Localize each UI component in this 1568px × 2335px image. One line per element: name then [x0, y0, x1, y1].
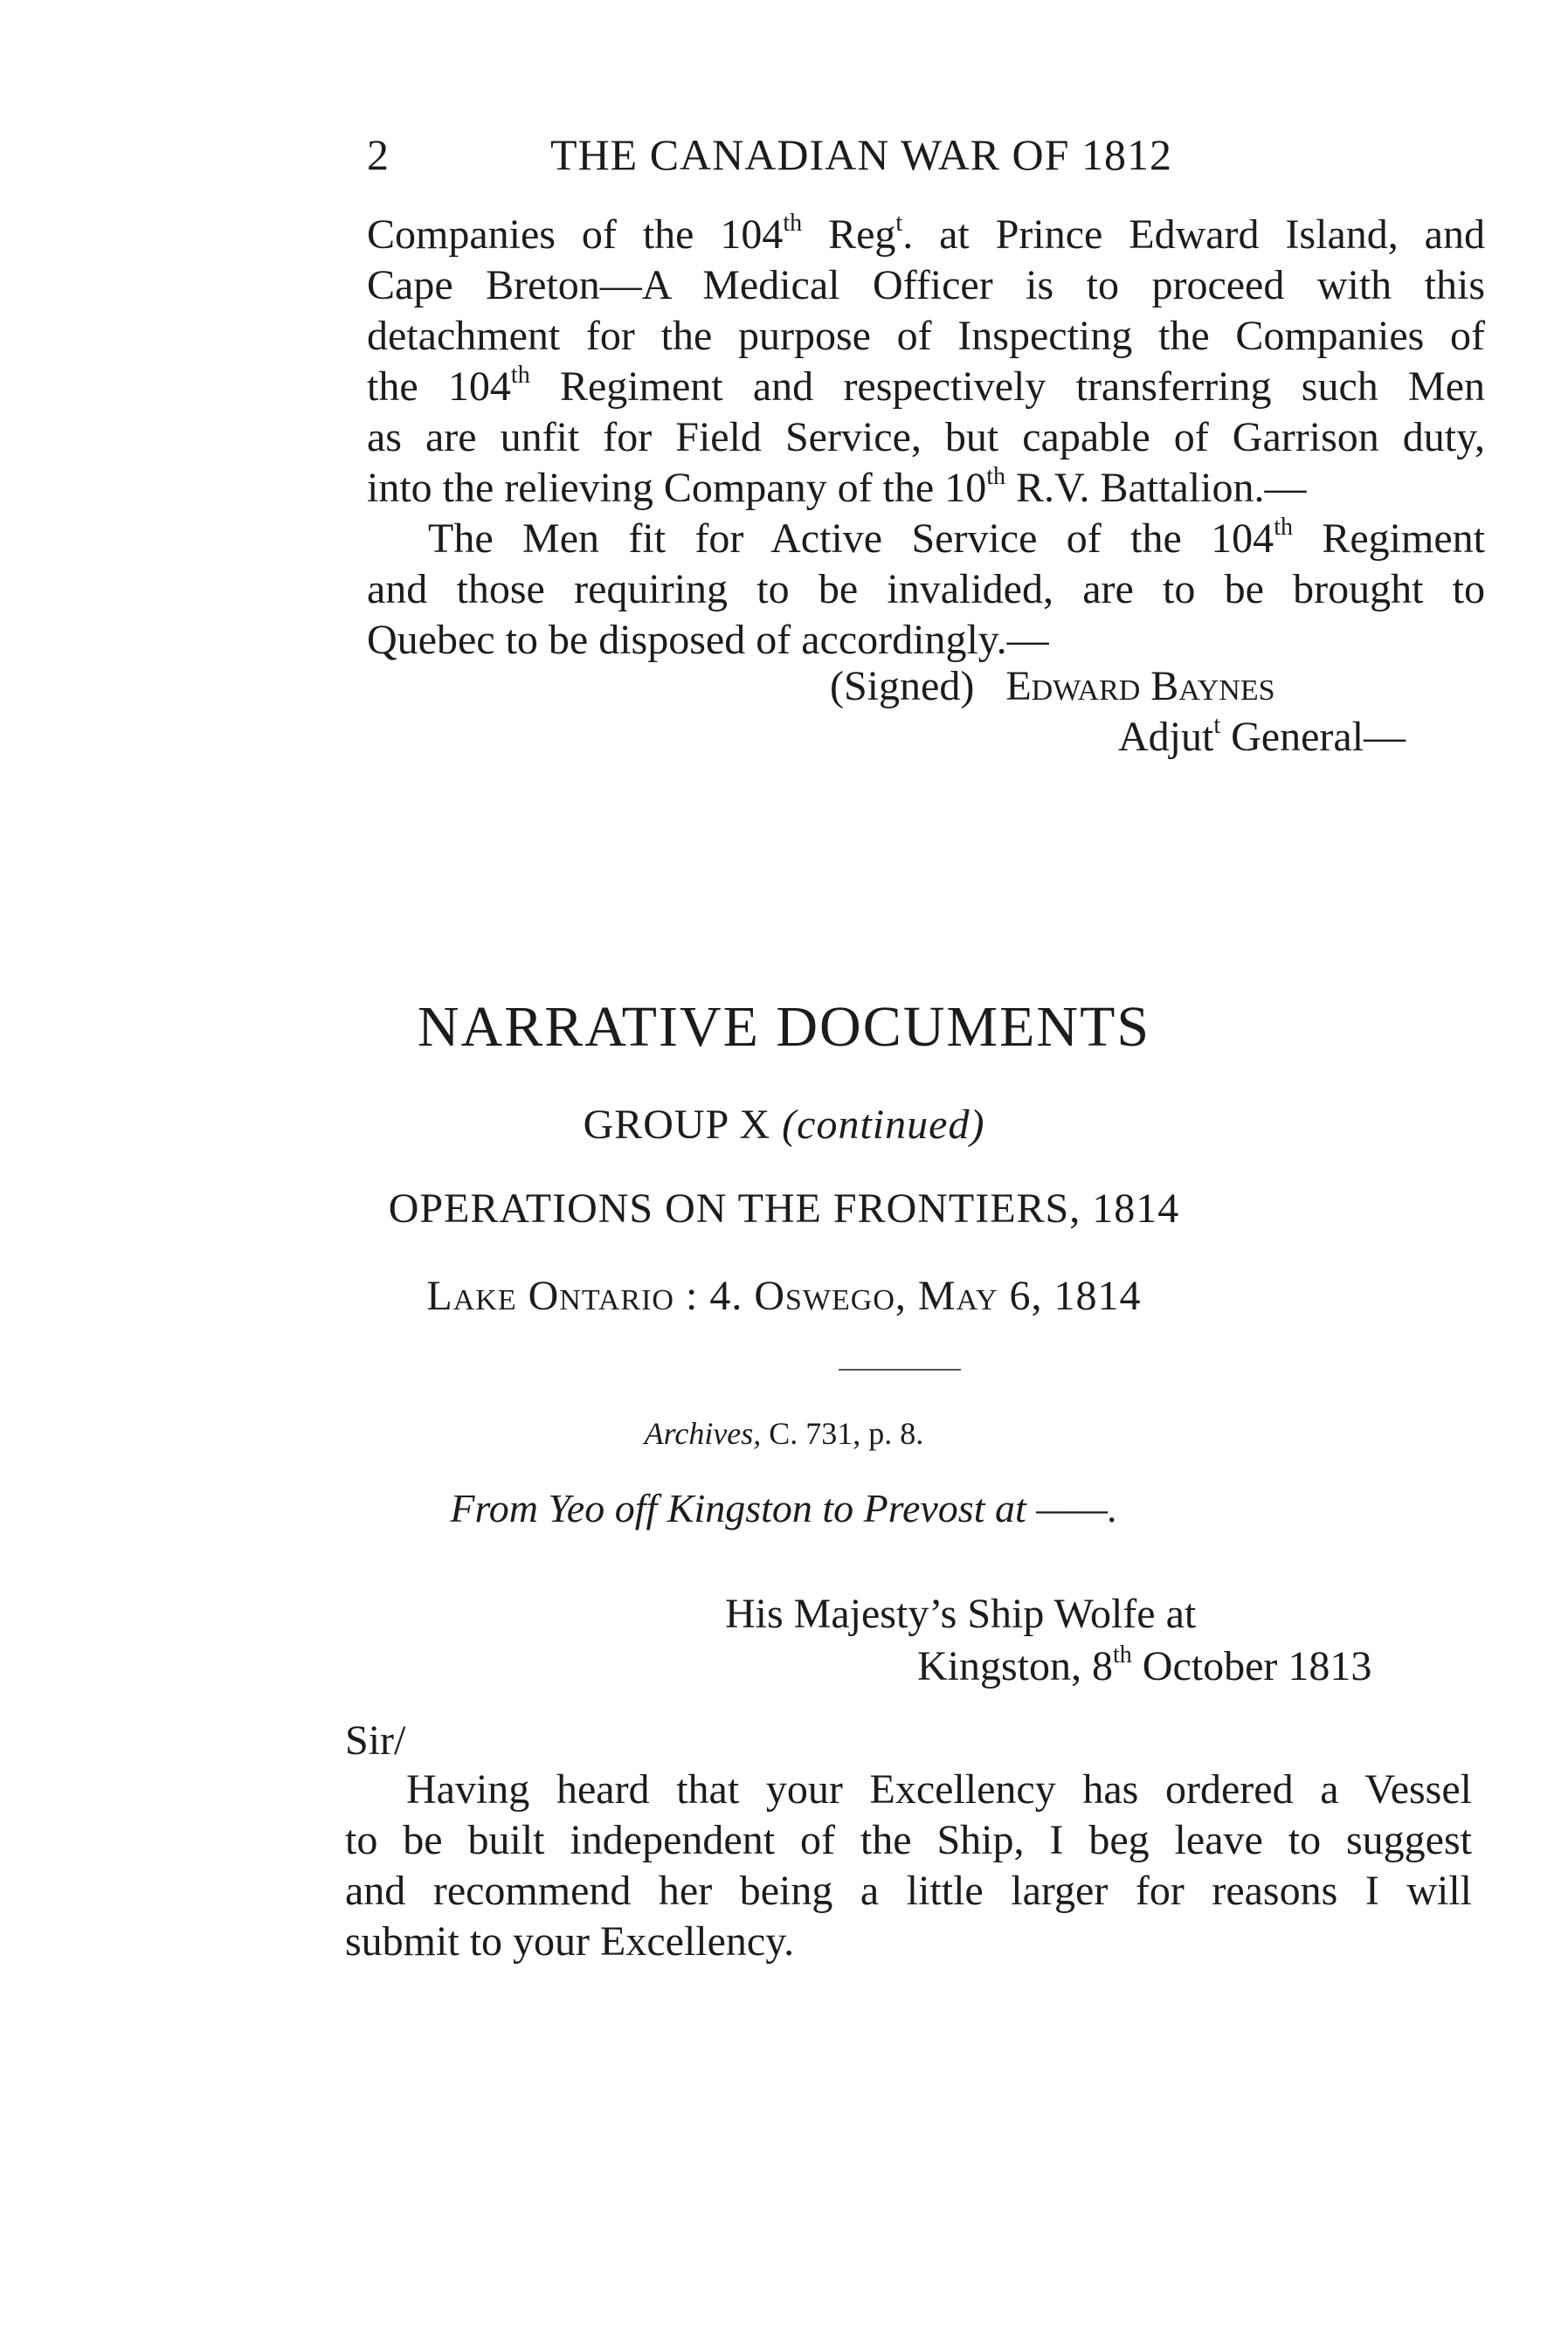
order-text [367, 210, 1485, 666]
letter-address-line: His Majesty’s Ship Wolfe at [725, 1591, 1197, 1637]
page-number: 2 [367, 130, 390, 179]
text-line: and recommend her being a little larger for reasons I will [345, 1868, 1472, 1914]
signatory-title: Adjut$^t$ General— [1118, 712, 1406, 760]
signed-label: (Signed) [830, 663, 975, 709]
text-line: Quebec to be disposed of accordingly.— [367, 617, 1049, 663]
text-line: as are unfit for Field Service, but capable of Garrison duty, [367, 414, 1485, 460]
section-operations: OPERATIONS ON THE FRONTIERS, 1814 [388, 1185, 1180, 1232]
letter-body [345, 1765, 1472, 1967]
divider [839, 1369, 961, 1371]
section-location: Lake Ontario : 4. Oswego, May 6, 1814 [426, 1273, 1142, 1319]
text-line: Companies of the 104th Reg$^t$. at Prince Edward Island, and [367, 210, 1485, 258]
section-group: GROUP X (continued) [583, 1102, 985, 1148]
section-title: NARRATIVE DOCUMENTS [417, 995, 1151, 1059]
letter-heading: From Yeo off Kingston to Prevost at ——. [450, 1486, 1118, 1530]
text-line: into the relieving Company of the 10th R.V. Battalion.— [367, 463, 1307, 511]
text-line: and those requiring to be invalided, are to be brought to [367, 566, 1485, 612]
text-line: detachment for the purpose of Inspecting the Companies of [367, 313, 1485, 359]
text-line: The Men fit for Active Service of the 104th Regiment [428, 514, 1485, 562]
signatory-name: Edward Baynes [1005, 663, 1275, 709]
archives-reference: Archives, C. 731, p. 8. [644, 1416, 924, 1451]
salutation: Sir/ [345, 1717, 406, 1764]
text-line: Having heard that your Excellency has ordered a Vessel [406, 1766, 1472, 1813]
text-line: the 104th Regiment and respectively transferring such Men [367, 362, 1486, 410]
text-line: Cape Breton—A Medical Officer is to proceed with this [367, 262, 1485, 308]
text-line: submit to your Excellency. [345, 1918, 795, 1965]
text-line: to be built independent of the Ship, I beg leave to suggest [345, 1817, 1472, 1863]
signature-line [830, 662, 1275, 710]
running-title: THE CANADIAN WAR OF 1812 [550, 130, 1172, 179]
letter-date-line: Kingston, 8th October 1813 [917, 1641, 1372, 1689]
